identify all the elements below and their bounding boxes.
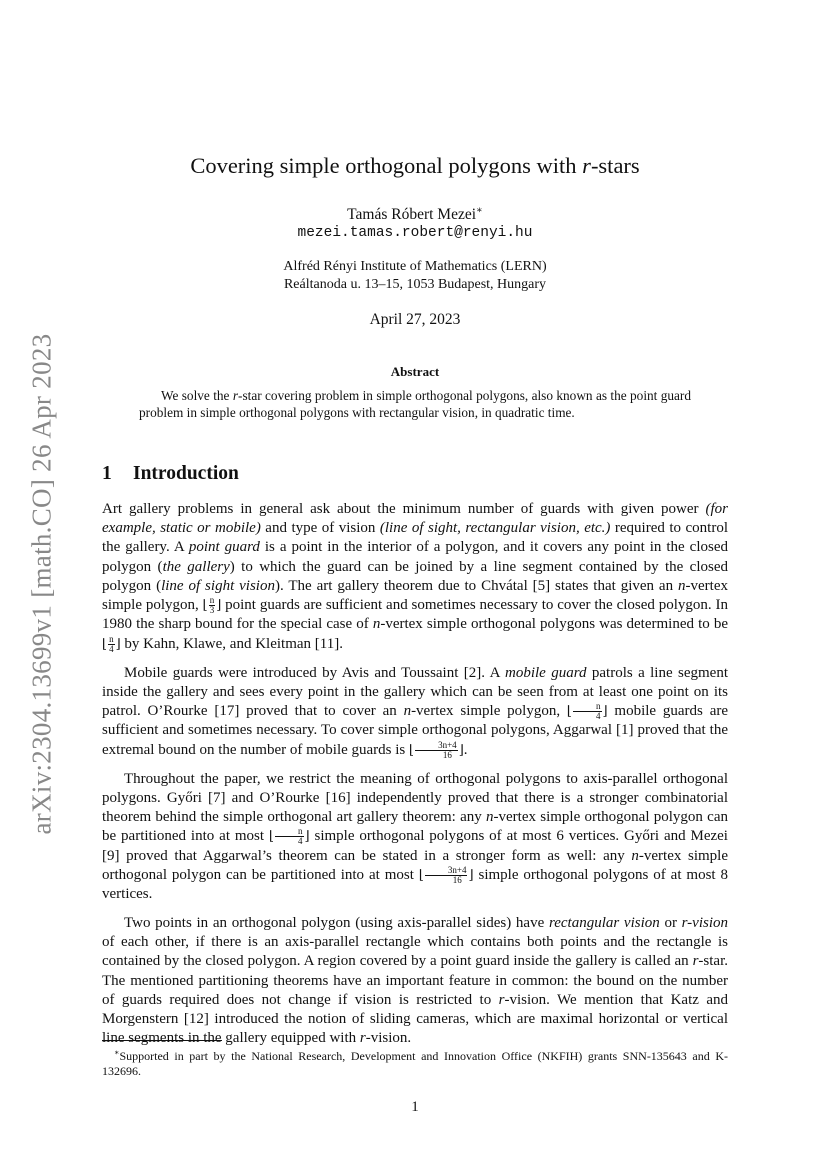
paragraph-4: Two points in an orthogonal polygon (using axis-parallel sides) have rectangular vision or r-vision of each other, if there is an axis-parallel rectangle which contains both points and the rectangle is contained by the closed polygon. A region covered by a point guard inside the gallery is called an r-star. The mentioned partitioning theorems have an important feature in common: the bound on the number of guards required does not change if vision is restricted to r-vision. We mention that Katz and Morgenstern [12] introduced the notion of sliding cameras, which are maximal horizontal or vertical line segments in the gallery equipped with r-vision. — [102, 914, 729, 1047]
floor-fraction: $\frac{3n+4}{16}$ — [425, 866, 468, 885]
paper-date: April 27, 2023 — [369, 311, 461, 328]
affiliation — [102, 258, 728, 293]
paper-title: Covering simple orthogonal polygons with r-stars — [190, 153, 640, 178]
author-email[interactable]: mezei.tamas.robert@renyi.hu — [297, 225, 533, 241]
affiliation-line1: Alfréd Rényi Institute of Mathematics (LERN) — [283, 259, 547, 274]
footnote-divider — [102, 1040, 222, 1041]
paragraph-3: Throughout the paper, we restrict the meaning of orthogonal polygons to axis-parallel orthogonal polygons. Győri [7] and O’Rourke [16] independently proved that there is a stronger combinatorial theorem behind the simple orthogonal art gallery theorem: any n-vertex simple orthogonal polygon can be partitioned into at most ⌊ $\frac{n}{4}$ ⌋ simple orthogonal polygons of at most 6 vertices. Győri and Mezei [9] proved that Aggarwal’s theorem can be stated in a stronger form as well: any n-vertex simple orthogonal polygon can be partitioned into at most ⌊ $\frac{3n+4}{16}$ ⌋ simple orthogonal polygons of at most 8 vertices. — [102, 770, 728, 903]
abstract-text: We solve the r-star covering problem in simple orthogonal polygons, also known as the point guard problem in simple orthogonal polygons with rectangular vision, in quadratic time. — [139, 388, 692, 420]
paragraph-1: Art gallery problems in general ask about the minimum number of guards with given power (for example, static or mobile) and type of vision (line of sight, rectangular vision, etc.) required to control the gallery. A point guard is a point in the interior of a polygon, and it covers any point in the closed polygon (the gallery) to which the guard can be joined by a line segment contained by the closed polygon (line of sight vision). The art gallery theorem due to Chvátal [5] states that given an n-vertex simple polygon, ⌊ $\frac{n}{3}$ ⌋ point guards are sufficient and sometimes necessary to cover the closed polygon. In 1980 the sharp bound for the special case of n-vertex simple orthogonal polygons was determined to be ⌊ $\frac{n}{4}$ ⌋ by Kahn, Klawe, and Kleitman [11]. — [102, 501, 728, 654]
floor-fraction: $\frac{n}{4}$ — [573, 702, 602, 721]
author-footnote-marker: ∗ — [476, 205, 483, 216]
abstract-heading: Abstract — [390, 364, 440, 379]
section-heading-introduction: 1 Introduction — [102, 463, 239, 484]
author-name: Tamás Róbert Mezei∗ — [347, 205, 483, 224]
floor-fraction: $\frac{n}{4}$ — [275, 827, 304, 846]
floor-fraction: $\frac{n}{3}$ — [209, 595, 215, 616]
floor-fraction: $\frac{3n+4}{16}$ — [415, 741, 458, 760]
affiliation-line2: Reáltanoda u. 13–15, 1053 Budapest, Hungary — [283, 276, 547, 292]
footnote: ∗Supported in part by the National Research, Development and Innovation Office (NKFIH) grants SNN-135643 and K-132696. — [102, 1048, 728, 1078]
arxiv-side-identifier: arXiv:2304.13699v1 [math.CO] 26 Apr 2023 — [26, 333, 57, 835]
page-number: 1 — [411, 1099, 419, 1115]
section-body — [102, 500, 728, 1058]
paragraph-2: Mobile guards were introduced by Avis and Toussaint [2]. A mobile guard patrols a line segment inside the gallery and sees every point in the gallery which can be seen from at least one point on its patrol. O’Rourke [17] proved that to cover an n-vertex simple polygon, ⌊ $\frac{n}{4}$ ⌋ mobile guards are sufficient and sometimes necessary. To cover simple orthogonal polygons, Aggarwal [1] proved that the extremal bound on the number of mobile guards is ⌊ $\frac{3n+4}{16}$ ⌋. — [102, 664, 729, 760]
floor-fraction: $\frac{n}{4}$ — [109, 633, 114, 654]
